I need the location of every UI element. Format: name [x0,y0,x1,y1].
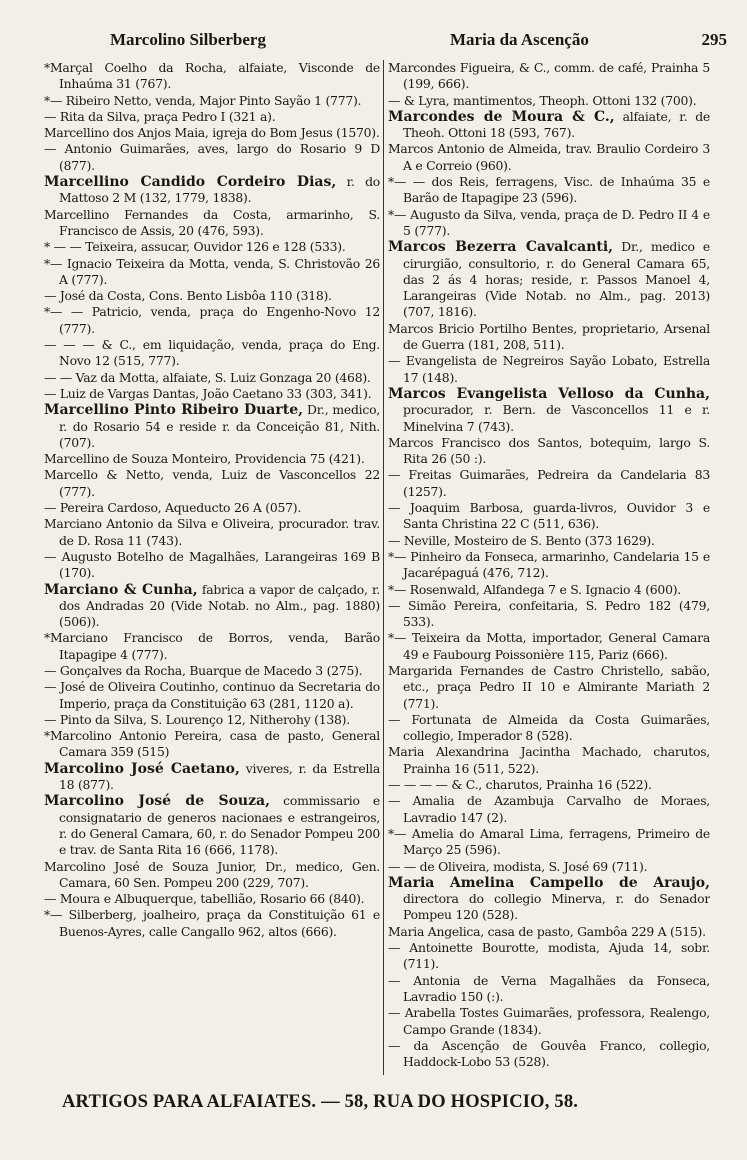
directory-entry [388,859,710,875]
entry-text: *Marçal Coelho da Rocha, alfaiate, Visconde de Inhaúma 31 (767). [44,60,380,92]
entry-text: — Antonia de Verna Magalhães da Fonseca, Lavradio 150 (:). [388,972,710,1004]
directory-entry [44,288,380,304]
directory-entry [44,141,380,174]
directory-entry [44,516,380,549]
entry-name: Marcos Evangelista Velloso da Cunha, [388,385,710,402]
entry-text: *— Ignacio Teixeira da Motta, venda, S. Christovão 26 A (777). [44,255,380,287]
directory-entry [388,973,710,1006]
entry-text: Marcello & Netto, venda, Luiz de Vasconcellos 22 (777). [44,467,380,499]
directory-entry [388,777,710,793]
directory-entry [388,924,710,940]
entry-text: — — — & C., em liquidação, venda, praça do Eng. Novo 12 (515, 777). [44,337,380,369]
directory-entry [388,141,710,174]
directory-entry [388,467,710,500]
entry-text: — Pinto da Silva, S. Lourenço 12, Nitherohy (138). [44,711,350,727]
entry-text: *— — Patricio, venda, praça do Engenho-Novo 12 (777). [44,304,380,336]
directory-entry [388,353,710,386]
entry-name: Marcolino José de Souza, [44,793,270,810]
page-number: 295 [701,30,727,49]
entry-text: — — de Oliveira, modista, S. José 69 (711). [388,858,648,874]
directory-entry [44,402,380,451]
directory-entry [44,239,380,255]
entry-text: *— Ribeiro Netto, venda, Major Pinto Sayão 1 (777). [44,92,362,108]
entry-text: * — — Teixeira, assucar, Ouvidor 126 e 128 (533). [44,239,346,255]
entry-text: Margarida Fernandes de Castro Christello, sabão, etc., praça Pedro II 10 e Almirante Mariath 2 (771). [388,662,710,711]
directory-entry [44,761,380,794]
directory-entry [44,859,380,892]
directory-entry [388,582,710,598]
entry-text: Marcos Francisco dos Santos, botequim, largo S. Rita 26 (50 :). [388,434,710,467]
directory-entry [44,207,380,240]
entry-text: Marcellino de Souza Monteiro, Providencia 75 (421). [44,451,365,467]
directory-entry [388,793,710,826]
running-header [100,30,733,54]
entry-name: Marcolino José Caetano, [44,760,240,777]
directory-entry [44,451,380,467]
entry-name: Marciano & Cunha, [44,581,198,598]
entry-text: r. do Mattoso 2 M (132, 1779, 1838). [59,174,380,206]
entry-text: *— Pinheiro da Fonseca, armarinho, Candelaria 15 e Jacarépaguá (476, 712). [388,548,710,581]
entry-text: viveres, r. da Estrella 18 (877). [59,760,380,793]
directory-entry [44,907,380,940]
directory-entry [44,891,380,907]
entry-text: — Moura e Albuquerque, tabellião, Rosario 66 (840). [44,891,365,907]
entry-text: *— Amelia do Amaral Lima, ferragens, Primeiro de Março 25 (596). [388,825,710,858]
entry-text: *— — dos Reis, ferragens, Visc. de Inhaúma 35 e Barão de Itapagipe 23 (596). [388,174,710,206]
directory-entry [388,549,710,582]
entry-text: *— Silberberg, joalheiro, praça da Constituição 61 e Buenos-Ayres, calle Cangallo 962, altos (666). [44,907,380,939]
entry-text: Marcondes Figueira, & C., comm. de café, Prainha 5 (199, 666). [388,60,710,92]
directory-entry [44,500,380,516]
directory-entry [44,60,380,93]
entry-text: — Gonçalves da Rocha, Buarque de Macedo 3 (275). [44,662,363,678]
directory-entry [388,630,710,663]
entry-text: — & Lyra, mantimentos, Theoph. Ottoni 132 (700). [388,92,697,108]
entry-text: — Amalia de Azambuja Carvalho de Moraes, Lavradio 147 (2). [388,793,710,825]
entry-text: *— Teixeira da Motta, importador, General Camara 49 e Faubourg Poissonière 115, Pariz (666). [388,630,710,662]
entry-text: — José da Costa, Cons. Bento Lisbôa 110 (318). [44,288,332,304]
entry-text: — Evangelista de Negreiros Sayão Lobato, Estrella 17 (148). [388,353,710,385]
entry-text: commissario e consignatario de generos nacionaes e estrangeiros, r. do General Camara, 60, r. do Senador Pompeu 200 e trav. de Santa Rita 16 (666, 1178). [59,793,380,858]
entry-text: fabrica a vapor de calçado, r. dos Andradas 20 (Vide Notab. no Alm., pag. 1880) (506)). [59,581,380,630]
entry-text: — Luiz de Vargas Dantas, João Caetano 33 (303, 341). [44,385,372,401]
directory-entry [388,744,710,777]
entry-text: *— Rosenwald, Alfandega 7 e S. Ignacio 4 (600). [388,581,681,597]
entry-text: procurador, r. Bern. de Vasconcellos 11 e r. Minelvina 7 (743). [403,402,710,434]
entry-text: Marcos Antonio de Almeida, trav. Braulio Cordeiro 3 A e Correio (960). [388,141,710,173]
directory-entry [388,207,710,240]
directory-entry [44,386,380,402]
entry-text: — Augusto Botelho de Magalhães, Larangeiras 169 B (170). [44,548,380,581]
directory-entry [388,435,710,468]
directory-entry [388,663,710,712]
entry-text: directora do collegio Minerva, r. do Senador Pompeu 120 (528). [403,891,710,923]
directory-entry [44,679,380,712]
directory-entry [44,467,380,500]
entry-text: — Antoinette Bourotte, modista, Ajuda 14, sobr. (711). [388,940,710,972]
directory-entry [388,386,710,435]
entry-text: Maria Angelica, casa de pasto, Gambôa 229 A (515). [388,923,706,939]
directory-entry [388,239,710,320]
entry-text: — Pereira Cardoso, Aqueducto 26 A (057). [44,500,302,516]
directory-entry [388,1005,710,1038]
directory-entry [388,93,710,109]
entry-text: *Marciano Francisco de Borros, venda, Barão Itapagipe 4 (777). [44,630,380,662]
directory-entry [388,875,710,924]
entry-text: — Fortunata de Almeida da Costa Guimarães, collegio, Imperador 8 (528). [388,711,710,744]
directory-entry [388,940,710,973]
entry-text: Marciano Antonio da Silva e Oliveira, procurador. trav. de D. Rosa 11 (743). [44,516,380,548]
entry-text: alfaiate, r. de Theoh. Ottoni 18 (593, 767). [403,108,710,141]
entry-text: Marcos Bricio Portilho Bentes, proprietario, Arsenal de Guerra (181, 208, 511). [388,320,710,353]
entry-text: — Simão Pereira, confeitaria, S. Pedro 182 (479, 533). [388,597,710,630]
directory-entry [44,582,380,631]
directory-entry [44,256,380,289]
entry-text: — Joaquim Barbosa, guarda-livros, Ouvidor 3 e Santa Christina 22 C (511, 636). [388,500,710,532]
directory-entry [44,337,380,370]
entry-text: — Arabella Tostes Guimarães, professora, Realengo, Campo Grande (1834). [388,1005,710,1037]
directory-entry [388,109,710,142]
column-divider [383,60,384,1075]
right-column [388,60,710,1080]
entry-text: — da Ascenção de Gouvêa Franco, collegio, Haddock-Lobo 53 (528). [388,1037,710,1070]
directory-entry [388,1038,710,1071]
directory-entry [388,174,710,207]
directory-entry [44,549,380,582]
directory-entry [388,533,710,549]
entry-text: *— Augusto da Silva, venda, praça de D. Pedro II 4 e 5 (777). [388,206,710,238]
directory-entry [44,663,380,679]
directory-entry [44,793,380,858]
directory-entry [44,93,380,109]
directory-entry [44,109,380,125]
directory-entry [388,60,710,93]
entry-text: — — — — & C., charutos, Prainha 16 (522). [388,777,652,793]
entry-text: — — Vaz da Motta, alfaiate, S. Luiz Gonzaga 20 (468). [44,369,371,385]
header-left-guide-word: Marcolino Silberberg [110,30,266,49]
header-right-guide-word: Maria da Ascenção [450,30,589,49]
entry-text: *Marcolino Antonio Pereira, casa de pasto, General Camara 359 (515) [44,728,380,760]
directory-entry [44,370,380,386]
entry-text: — Rita da Silva, praça Pedro I (321 a). [44,108,276,124]
entry-text: — José de Oliveira Coutinho, continuo da Secretaria do Imperio, praça da Constituição 63 (281, 1120 a). [44,679,380,711]
directory-entry [44,304,380,337]
entry-text: Maria Alexandrina Jacintha Machado, charutos, Prainha 16 (511, 522). [388,744,710,776]
entry-name: Marcellino Pinto Ribeiro Duarte, [44,402,303,419]
directory-entry [44,125,380,141]
entry-name: Marcellino Candido Cordeiro Dias, [44,174,337,191]
directory-entry [44,712,380,728]
entry-text: — Neville, Mosteiro de S. Bento (373 1629). [388,532,655,548]
directory-entry [388,598,710,631]
entry-text: — Antonio Guimarães, aves, largo do Rosario 9 D (877). [44,141,380,173]
entry-name: Maria Amelina Campello de Araujo, [388,874,710,891]
entry-text: Marcellino Fernandes da Costa, armarinho, S. Francisco de Assis, 20 (476, 593). [44,206,380,238]
directory-entry [388,826,710,859]
directory-entry [44,630,380,663]
entry-text: Marcellino dos Anjos Maia, igreja do Bom Jesus (1570). [44,125,380,141]
entry-text: Dr., medico e cirurgião, consultorio, r. do General Camara 65, das 2 ás 4 horas; reside, r. Passos Manoel 4, Larangeiras (Vide Notab. no Alm., pag. 2013) (707, 1816). [403,239,710,320]
entry-name: Marcondes de Moura & C., [388,108,615,125]
directory-entry [388,712,710,745]
directory-entry [44,174,380,207]
left-column [44,60,380,1080]
entry-text: Marcolino José de Souza Junior, Dr., medico, Gen. Camara, 60 Sen. Pompeu 200 (229, 707). [44,858,380,890]
directory-entry [44,728,380,761]
directory-entry [388,321,710,354]
directory-entry [388,500,710,533]
entry-text: — Freitas Guimarães, Pedreira da Candelaria 83 (1257). [388,467,710,499]
entry-name: Marcos Bezerra Cavalcanti, [388,239,614,256]
footer-advertisement: ARTIGOS PARA ALFAIATES. — 58, RUA DO HOSPICIO, 58. [62,1092,579,1112]
entry-text: Dr., medico, r. do Rosario 54 e reside r. da Conceição 81, Nith. (707). [59,402,380,450]
